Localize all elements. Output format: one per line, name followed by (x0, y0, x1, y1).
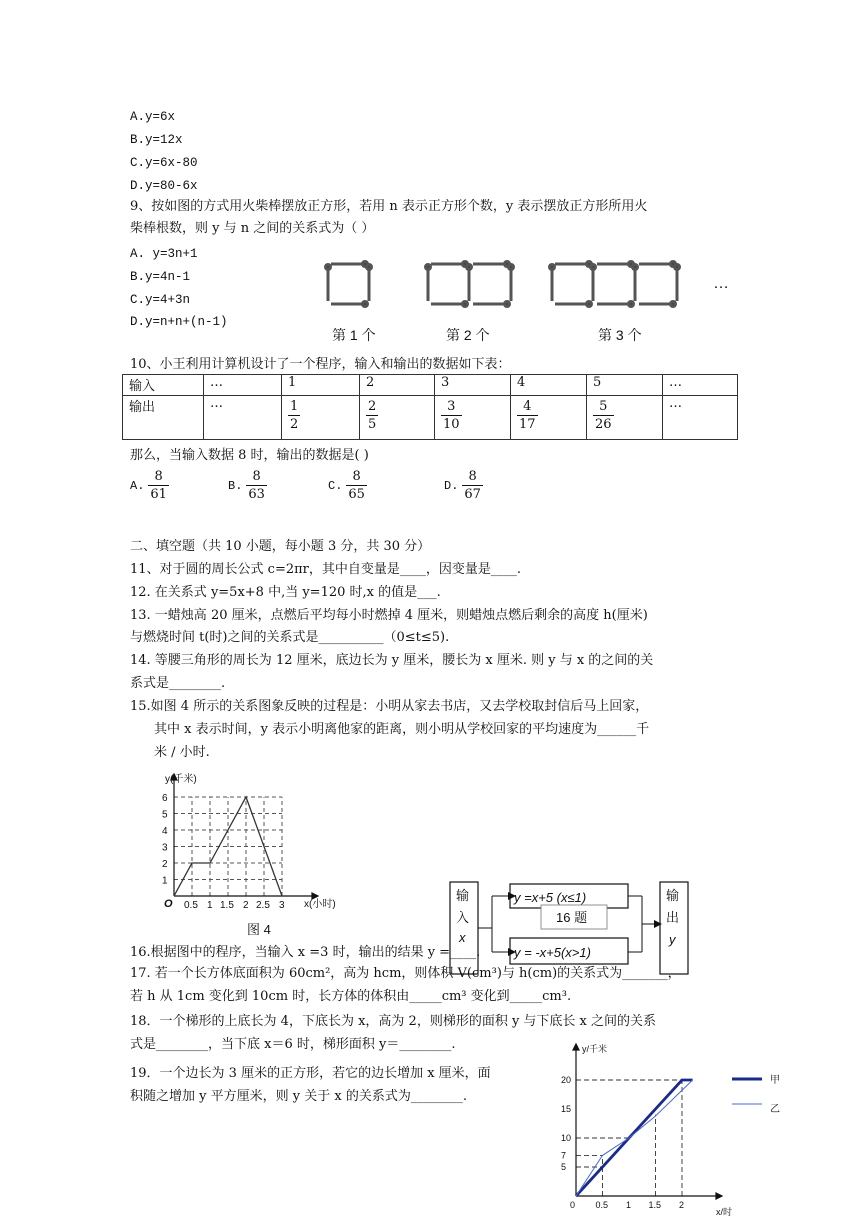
matchstick-ellipsis: … (713, 275, 729, 292)
legend-yi: 乙 (770, 1104, 780, 1115)
q10-choice-c: C. $\frac{8}{65}$ (328, 469, 365, 502)
match-head (326, 265, 331, 270)
figure-19-chart (556, 1040, 786, 1216)
q9-option-c: C.y=4+3n (130, 293, 191, 307)
q9-text-line1: 9、按如图的方式用火柴棒摆放正方形，若用 n 表示正方形个数，y 表示摆放正方形所用火 (130, 199, 648, 214)
q15-line2: 其中 x 表示时间，y 表示小明离他家的距离，则小明从学校回家的平均速度为______千 (154, 722, 650, 737)
x-tick-label: 1.5 (648, 1200, 662, 1210)
q8-option-a: A.y=6x (130, 110, 176, 124)
figure-4-chart (150, 768, 360, 943)
table-cell: 4 (511, 375, 587, 396)
frac-den: 17 (519, 417, 536, 432)
table-cell (511, 396, 587, 440)
fig4-origin: O (164, 898, 173, 910)
q8-option-d: D.y=80-6x (130, 179, 198, 193)
table-cell: 2 (360, 375, 435, 396)
q8-option-b: B.y=12x (130, 133, 183, 147)
x-tick-label: 3 (279, 900, 285, 911)
match-head (671, 302, 676, 307)
match-head (505, 302, 510, 307)
q19-line2: 积随之增加 y 平方厘米，则 y 关于 x 的关系式为________. (130, 1089, 467, 1104)
frac-den: 10 (443, 417, 460, 432)
y-tick-label: 20 (561, 1075, 572, 1085)
x-tick-label: 1 (626, 1200, 632, 1210)
frac-num: 5 (593, 398, 614, 416)
frac-den: 26 (595, 417, 612, 432)
x-tick-label: 1 (207, 900, 213, 911)
q17-line2: 若 h 从 1cm 变化到 10cm 时，长方体的体积由_____cm³ 变化到_____cm³. (130, 989, 572, 1004)
output-label-1: 输 (666, 888, 680, 903)
frac-den: 5 (368, 417, 377, 432)
table-cell: 3 (435, 375, 511, 396)
y-tick-label: 7 (561, 1150, 567, 1161)
q10-title: 10、小王利用计算机设计了一个程序，输入和输出的数据如下表： (130, 357, 511, 372)
q14-line2: 系式是________. (130, 676, 226, 691)
table-cell (360, 396, 435, 440)
matchstick-figure (318, 250, 748, 350)
y-tick-label: 5 (561, 1162, 567, 1172)
table-row-output (123, 396, 738, 440)
q9-option-d: D.y=n+n+(n-1) (130, 315, 228, 329)
y-arrow (573, 1044, 579, 1050)
table-cell: … (204, 375, 282, 396)
y-tick-label: 4 (162, 826, 168, 837)
y-tick-label: 2 (162, 859, 168, 870)
q12-text: 12. 在关系式 y=5x+8 中,当 y=120 时,x 的值是___. (130, 585, 441, 600)
q19-line1: 19．一个边长为 3 厘米的正方形，若它的边长增加 x 厘米，面 (130, 1066, 491, 1081)
q9-option-a: A. y=3n+1 (130, 247, 198, 261)
q16-tag: 16 题 (556, 910, 588, 925)
input-var: x (459, 930, 466, 945)
formula-2: y = -x+5(x>1) (514, 945, 591, 960)
frac-num: 3 (441, 398, 462, 416)
x-tick-label: 1.5 (220, 900, 234, 911)
caption-2: 第 2 个 (446, 327, 490, 343)
x-tick-label: 2.5 (256, 900, 270, 911)
fig4-xlabel: x(小时) (304, 899, 336, 910)
q10-choice-d: D. $\frac{8}{67}$ (444, 469, 481, 502)
table-cell (282, 396, 360, 440)
fig19-ylabel: y/千米 (582, 1044, 608, 1054)
frac-num: 1 (290, 399, 299, 414)
fig4-ylabel: y(千米) (165, 774, 197, 785)
fig4-caption: 图 4 (247, 922, 271, 937)
table-cell: 1 (282, 375, 360, 396)
q11-text: 11、对于圆的周长公式 c=2πr，其中自变量是____，因变量是____. (130, 562, 522, 577)
fig19-origin: 0 (570, 1200, 576, 1210)
output-row-label: 输出 (123, 396, 204, 440)
input-row-label: 输入 (123, 375, 204, 396)
caption-1: 第 1 个 (332, 327, 376, 343)
output-label-2: 出 (666, 910, 680, 925)
frac-num: 4 (517, 398, 538, 416)
match-head (426, 265, 431, 270)
q10-question: 那么，当输入数据 8 时，输出的数据是( ) (130, 448, 369, 463)
y-tick-label: 6 (162, 793, 168, 804)
frac-num: 2 (368, 399, 377, 414)
x-arrow (716, 1193, 722, 1199)
q14-line1: 14. 等腰三角形的周长为 12 厘米，底边长为 y 厘米，腰长为 x 厘米. 则 y 与 x 的之间的关 (130, 653, 654, 668)
y-tick-label: 10 (561, 1133, 572, 1143)
x-tick-label: 0.5 (595, 1200, 609, 1210)
formula-1: y =x+5 (x≤1) (514, 890, 587, 905)
match-head (463, 302, 468, 307)
match-head (550, 265, 555, 270)
y-tick-label: 1 (162, 875, 168, 887)
q15-line1: 15.如图 4 所示的关系图象反映的过程是：小明从家去书店，又去学校取封信后马上回家， (130, 699, 649, 714)
frac-den: 2 (290, 417, 299, 432)
y-tick-label: 3 (162, 842, 168, 854)
fig19-xlabel: x/时 (716, 1207, 733, 1216)
q16-text: 16.根据图中的程序，当输入 x =3 时，输出的结果 y =____. (130, 945, 481, 960)
match-head (675, 265, 680, 270)
q15-line3: 米 / 小时. (154, 745, 210, 760)
match-head (587, 302, 592, 307)
table-cell: … (663, 375, 738, 396)
table-cell (435, 396, 511, 440)
match-head (509, 265, 514, 270)
q17-line1: 17. 若一个长方体底面积为 60cm²，高为 hcm，则体积 V(cm³)与 h(cm)的关系式为_______， (130, 966, 681, 981)
section-heading: 二、填空题（共 10 小题，每小题 3 分，共 30 分） (130, 539, 431, 554)
q18-line1: 18．一个梯形的上底长为 4，下底长为 x，高为 2，则梯形的面积 y 与下底长 x 之间的关系 (130, 1014, 657, 1029)
match-head (467, 265, 472, 270)
table-cell: 5 (587, 375, 663, 396)
table-row-input (123, 375, 738, 396)
match-head (591, 265, 596, 270)
q8-option-c: C.y=6x-80 (130, 156, 198, 170)
caption-3: 第 3 个 (598, 327, 642, 343)
q18-line2: 式是________，当下底 x＝6 时，梯形面积 y＝________. (130, 1037, 456, 1052)
q13-line1: 13. 一蜡烛高 20 厘米，点燃后平均每小时燃掉 4 厘米，则蜡烛点燃后剩余的高度 h(厘米) (130, 608, 648, 623)
legend-jia: 甲 (770, 1075, 780, 1086)
output-var: y (669, 932, 676, 947)
input-label-1: 输 (456, 888, 470, 903)
q9-option-b: B.y=4n-1 (130, 270, 191, 284)
match-head (367, 265, 372, 270)
x-tick-label: 0.5 (184, 900, 198, 911)
match-head (363, 302, 368, 307)
table-cell (587, 396, 663, 440)
table-cell: … (663, 396, 738, 440)
table-cell: … (204, 396, 282, 440)
q10-choice-a: A. $\frac{8}{61}$ (130, 469, 167, 502)
x-tick-label: 2 (679, 1200, 685, 1210)
q10-choice-b: B. $\frac{8}{63}$ (228, 469, 265, 502)
x-tick-label: 2 (243, 900, 249, 911)
q13-line2: 与燃烧时间 t(时)之间的关系式是__________（0≤t≤5). (130, 630, 450, 645)
match-head (629, 302, 634, 307)
y-tick-label: 15 (561, 1104, 572, 1114)
io-table (122, 374, 738, 440)
y-tick-label: 5 (162, 809, 168, 821)
match-head (633, 265, 638, 270)
q9-text-line2: 柴棒根数，则 y 与 n 之间的关系式为（ ） (130, 221, 375, 236)
input-label-2: 入 (456, 910, 470, 925)
